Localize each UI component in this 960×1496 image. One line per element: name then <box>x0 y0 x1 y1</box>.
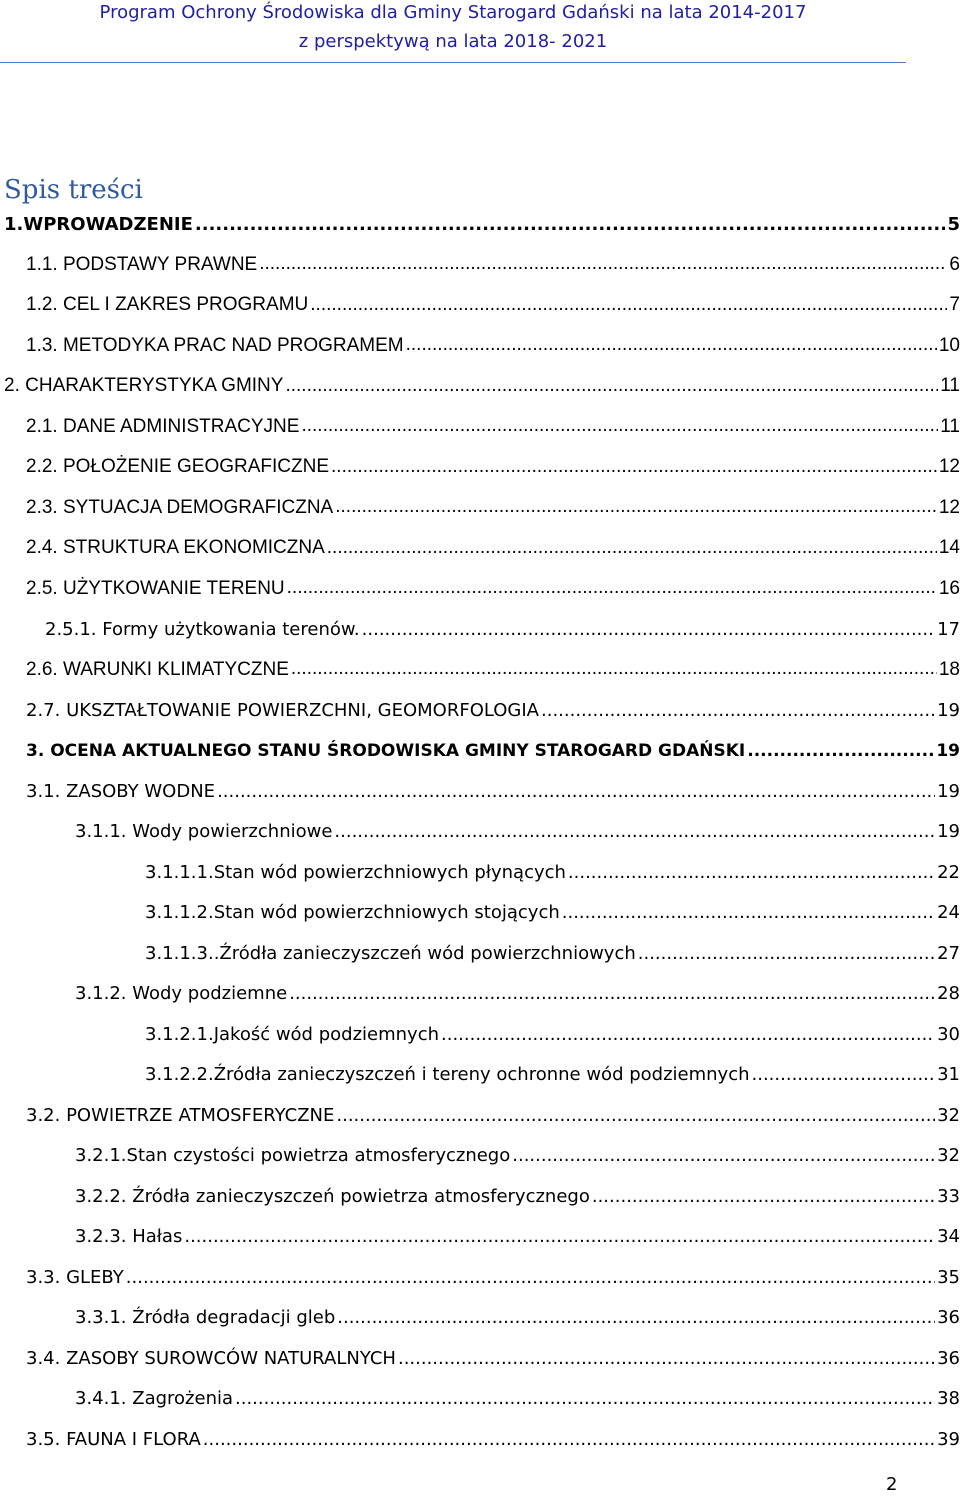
toc-entry-text: 2.5. UŻYTKOWANIE TERENU <box>26 577 285 599</box>
toc-entry-page: 28 <box>937 983 960 1005</box>
toc-entry[interactable] <box>0 893 960 934</box>
toc-entry-page: 14 <box>938 537 960 559</box>
page-number: 2 <box>886 1474 898 1495</box>
toc-entry[interactable] <box>0 1217 960 1258</box>
toc-entry-page: 7 <box>949 294 960 316</box>
toc-entry-text: 2.4. STRUKTURA EKONOMICZNA <box>26 537 325 559</box>
toc-entry[interactable] <box>0 974 960 1015</box>
toc-entry[interactable] <box>0 1055 960 1096</box>
toc-entry-text: 3.1.2.1.Jakość wód podziemnych <box>145 1023 439 1045</box>
page-header <box>0 0 906 63</box>
toc-entry-page: 31 <box>937 1064 960 1086</box>
toc-leader <box>406 333 937 358</box>
toc-entry-text: 3.1.1.1.Stan wód powierzchniowych płynących <box>145 861 566 883</box>
toc-entry-text: 3.5. FAUNA I FLORA <box>26 1428 201 1450</box>
toc-leader <box>217 780 935 803</box>
toc-entry-text: 2.2. POŁOŻENIE GEOGRAFICZNE <box>26 456 330 478</box>
toc-entry[interactable] <box>0 731 960 772</box>
toc-entry[interactable] <box>0 569 960 610</box>
toc-entry-page: 30 <box>937 1023 960 1045</box>
toc-entry-page: 16 <box>938 577 960 599</box>
toc-leader <box>301 414 938 439</box>
toc-entry-page: 22 <box>937 861 960 883</box>
toc-leader <box>287 576 937 601</box>
toc-entry-text: 3.1.1.2.Stan wód powierzchniowych stojących <box>145 902 560 924</box>
toc-leader <box>747 740 934 762</box>
toc-entry-text: 2.7. UKSZTAŁTOWANIE POWIERZCHNI, GEOMORFOLOGIA <box>26 699 539 721</box>
toc-entry-page: 10 <box>938 334 960 356</box>
toc-leader <box>562 901 935 924</box>
toc-entry[interactable] <box>0 933 960 974</box>
toc-entry-page: 34 <box>937 1226 960 1248</box>
toc-entry-text: 1.2. CEL I ZAKRES PROGRAMU <box>26 294 309 316</box>
toc-entry-page: 17 <box>937 618 960 640</box>
toc-entry-text: 2.1. DANE ADMINISTRACYJNE <box>26 415 300 437</box>
toc-entry[interactable] <box>0 1136 960 1177</box>
toc-entry-page: 24 <box>937 902 960 924</box>
toc-entry-text: 3.4. ZASOBY SUROWCÓW NATURALNYCH <box>26 1347 396 1369</box>
toc-entry-page: 36 <box>937 1347 960 1369</box>
toc-entry-text: 3. OCENA AKTUALNEGO STANU ŚRODOWISKA GMINY STAROGARD GDAŃSKI <box>26 740 746 761</box>
toc-leader <box>235 1387 935 1410</box>
toc-entry[interactable] <box>0 528 960 569</box>
toc-entry[interactable] <box>0 650 960 691</box>
toc-leader <box>441 1023 935 1046</box>
header-title: Program Ochrony Środowiska dla Gminy Starogard Gdański na lata 2014-2017 <box>99 2 807 23</box>
toc-leader <box>568 861 935 884</box>
header-subtitle: z perspektywą na lata 2018- 2021 <box>298 31 608 52</box>
toc-entry-text: 1.3. METODYKA PRAC NAD PROGRAMEM <box>26 334 404 356</box>
toc-entry-text: 3.2.3. Hałas <box>75 1226 183 1248</box>
toc-entry[interactable] <box>0 488 960 529</box>
toc-entry-text: 3.1.2. Wody podziemne <box>75 983 288 1005</box>
toc-entry-text: 3.1. ZASOBY WODNE <box>26 780 216 802</box>
toc-leader <box>285 374 938 399</box>
toc-entry-page: 19 <box>937 821 960 843</box>
toc-entry-page: 12 <box>938 496 960 518</box>
toc-leader <box>512 1144 935 1167</box>
toc-leader <box>335 495 937 520</box>
toc-entry[interactable] <box>0 326 960 367</box>
toc-entry-text: 3.3. GLEBY <box>26 1266 124 1288</box>
toc-entry-text: 2.6. WARUNKI KLIMATYCZNE <box>26 658 289 680</box>
toc-entry-page: 35 <box>937 1266 960 1288</box>
toc-entry[interactable] <box>0 1298 960 1339</box>
toc-entry-page: 33 <box>937 1185 960 1207</box>
toc-entry-text: 3.2. POWIETRZE ATMOSFERYCZNE <box>26 1104 335 1126</box>
toc-entry[interactable] <box>0 609 960 650</box>
toc-entry[interactable] <box>0 1379 960 1420</box>
toc-entry-page: 36 <box>937 1307 960 1329</box>
toc-entry-page: 27 <box>937 942 960 964</box>
toc-entry[interactable] <box>0 812 960 853</box>
toc-entry[interactable] <box>0 1419 960 1460</box>
toc-leader <box>195 213 946 236</box>
toc-entry-text: 2. CHARAKTERYSTYKA GMINY <box>4 375 284 397</box>
toc-entry[interactable] <box>0 407 960 448</box>
toc-entry-page: 19 <box>937 699 960 721</box>
toc-entry-page: 19 <box>937 780 960 802</box>
toc-leader <box>310 293 947 318</box>
toc-entry-text: 3.1.2.2.Źródła zanieczyszczeń i tereny ochronne wód podziemnych <box>145 1064 750 1086</box>
toc-entry-page: 39 <box>937 1428 960 1450</box>
toc-leader <box>752 1063 936 1086</box>
toc-leader <box>331 455 937 480</box>
toc-entry[interactable] <box>0 1338 960 1379</box>
toc-leader <box>337 1306 935 1329</box>
toc-entry-text: 3.3.1. Źródła degradacji gleb <box>75 1307 336 1329</box>
toc-leader <box>592 1185 935 1208</box>
toc-entry[interactable] <box>0 285 960 326</box>
toc-leader <box>289 982 935 1005</box>
toc-entry-page: 38 <box>937 1388 960 1410</box>
toc-leader <box>203 1428 935 1451</box>
toc-leader <box>638 942 935 965</box>
toc-entry-page: 32 <box>937 1145 960 1167</box>
toc-entry-page: 11 <box>940 375 960 397</box>
toc-leader <box>336 1104 935 1127</box>
toc-entry-page: 18 <box>938 658 960 680</box>
toc-leader <box>259 252 947 277</box>
toc-entry[interactable] <box>0 771 960 812</box>
toc-leader <box>541 699 935 722</box>
toc-entry[interactable] <box>0 245 960 286</box>
toc-entry[interactable] <box>0 204 960 245</box>
toc-entry-page: 5 <box>947 213 960 235</box>
toc-leader <box>362 618 935 641</box>
toc-title: Spis treści <box>4 175 143 205</box>
toc-entry[interactable] <box>0 447 960 488</box>
toc-entry-text: 2.5.1. Formy użytkowania terenów. <box>45 618 360 640</box>
toc-entry-page: 32 <box>937 1104 960 1126</box>
toc-entry-text: 3.4.1. Zagrożenia <box>75 1388 234 1410</box>
toc-entry[interactable] <box>0 690 960 731</box>
toc-entry[interactable] <box>0 1257 960 1298</box>
toc-entry-text: 3.1.1. Wody powierzchniowe <box>75 821 333 843</box>
toc-leader <box>327 536 937 561</box>
toc-leader <box>398 1347 935 1370</box>
toc-entry-page: 11 <box>940 415 960 437</box>
toc-leader <box>184 1225 935 1248</box>
toc-entry-text: 3.2.1.Stan czystości powietrza atmosferycznego <box>75 1145 511 1167</box>
toc-entry-text: 2.3. SYTUACJA DEMOGRAFICZNA <box>26 496 334 518</box>
toc-entry[interactable] <box>0 852 960 893</box>
toc-leader <box>334 820 935 843</box>
toc-entry[interactable] <box>0 1176 960 1217</box>
toc-entry-text: 1.WPROWADZENIE <box>4 213 193 235</box>
toc-entry[interactable] <box>0 1014 960 1055</box>
toc-entry-page: 6 <box>949 253 960 275</box>
toc-entry[interactable] <box>0 366 960 407</box>
toc-entry-text: 3.1.1.3..Źródła zanieczyszczeń wód powierzchniowych <box>145 942 636 964</box>
toc-entry[interactable] <box>0 1095 960 1136</box>
toc-entry-page: 19 <box>936 740 960 761</box>
toc-entry-text: 3.2.2. Źródła zanieczyszczeń powietrza atmosferycznego <box>75 1185 590 1207</box>
toc-entry-page: 12 <box>938 456 960 478</box>
toc-entry-text: 1.1. PODSTAWY PRAWNE <box>26 253 258 275</box>
toc-leader <box>126 1266 935 1289</box>
toc-leader <box>291 657 937 682</box>
